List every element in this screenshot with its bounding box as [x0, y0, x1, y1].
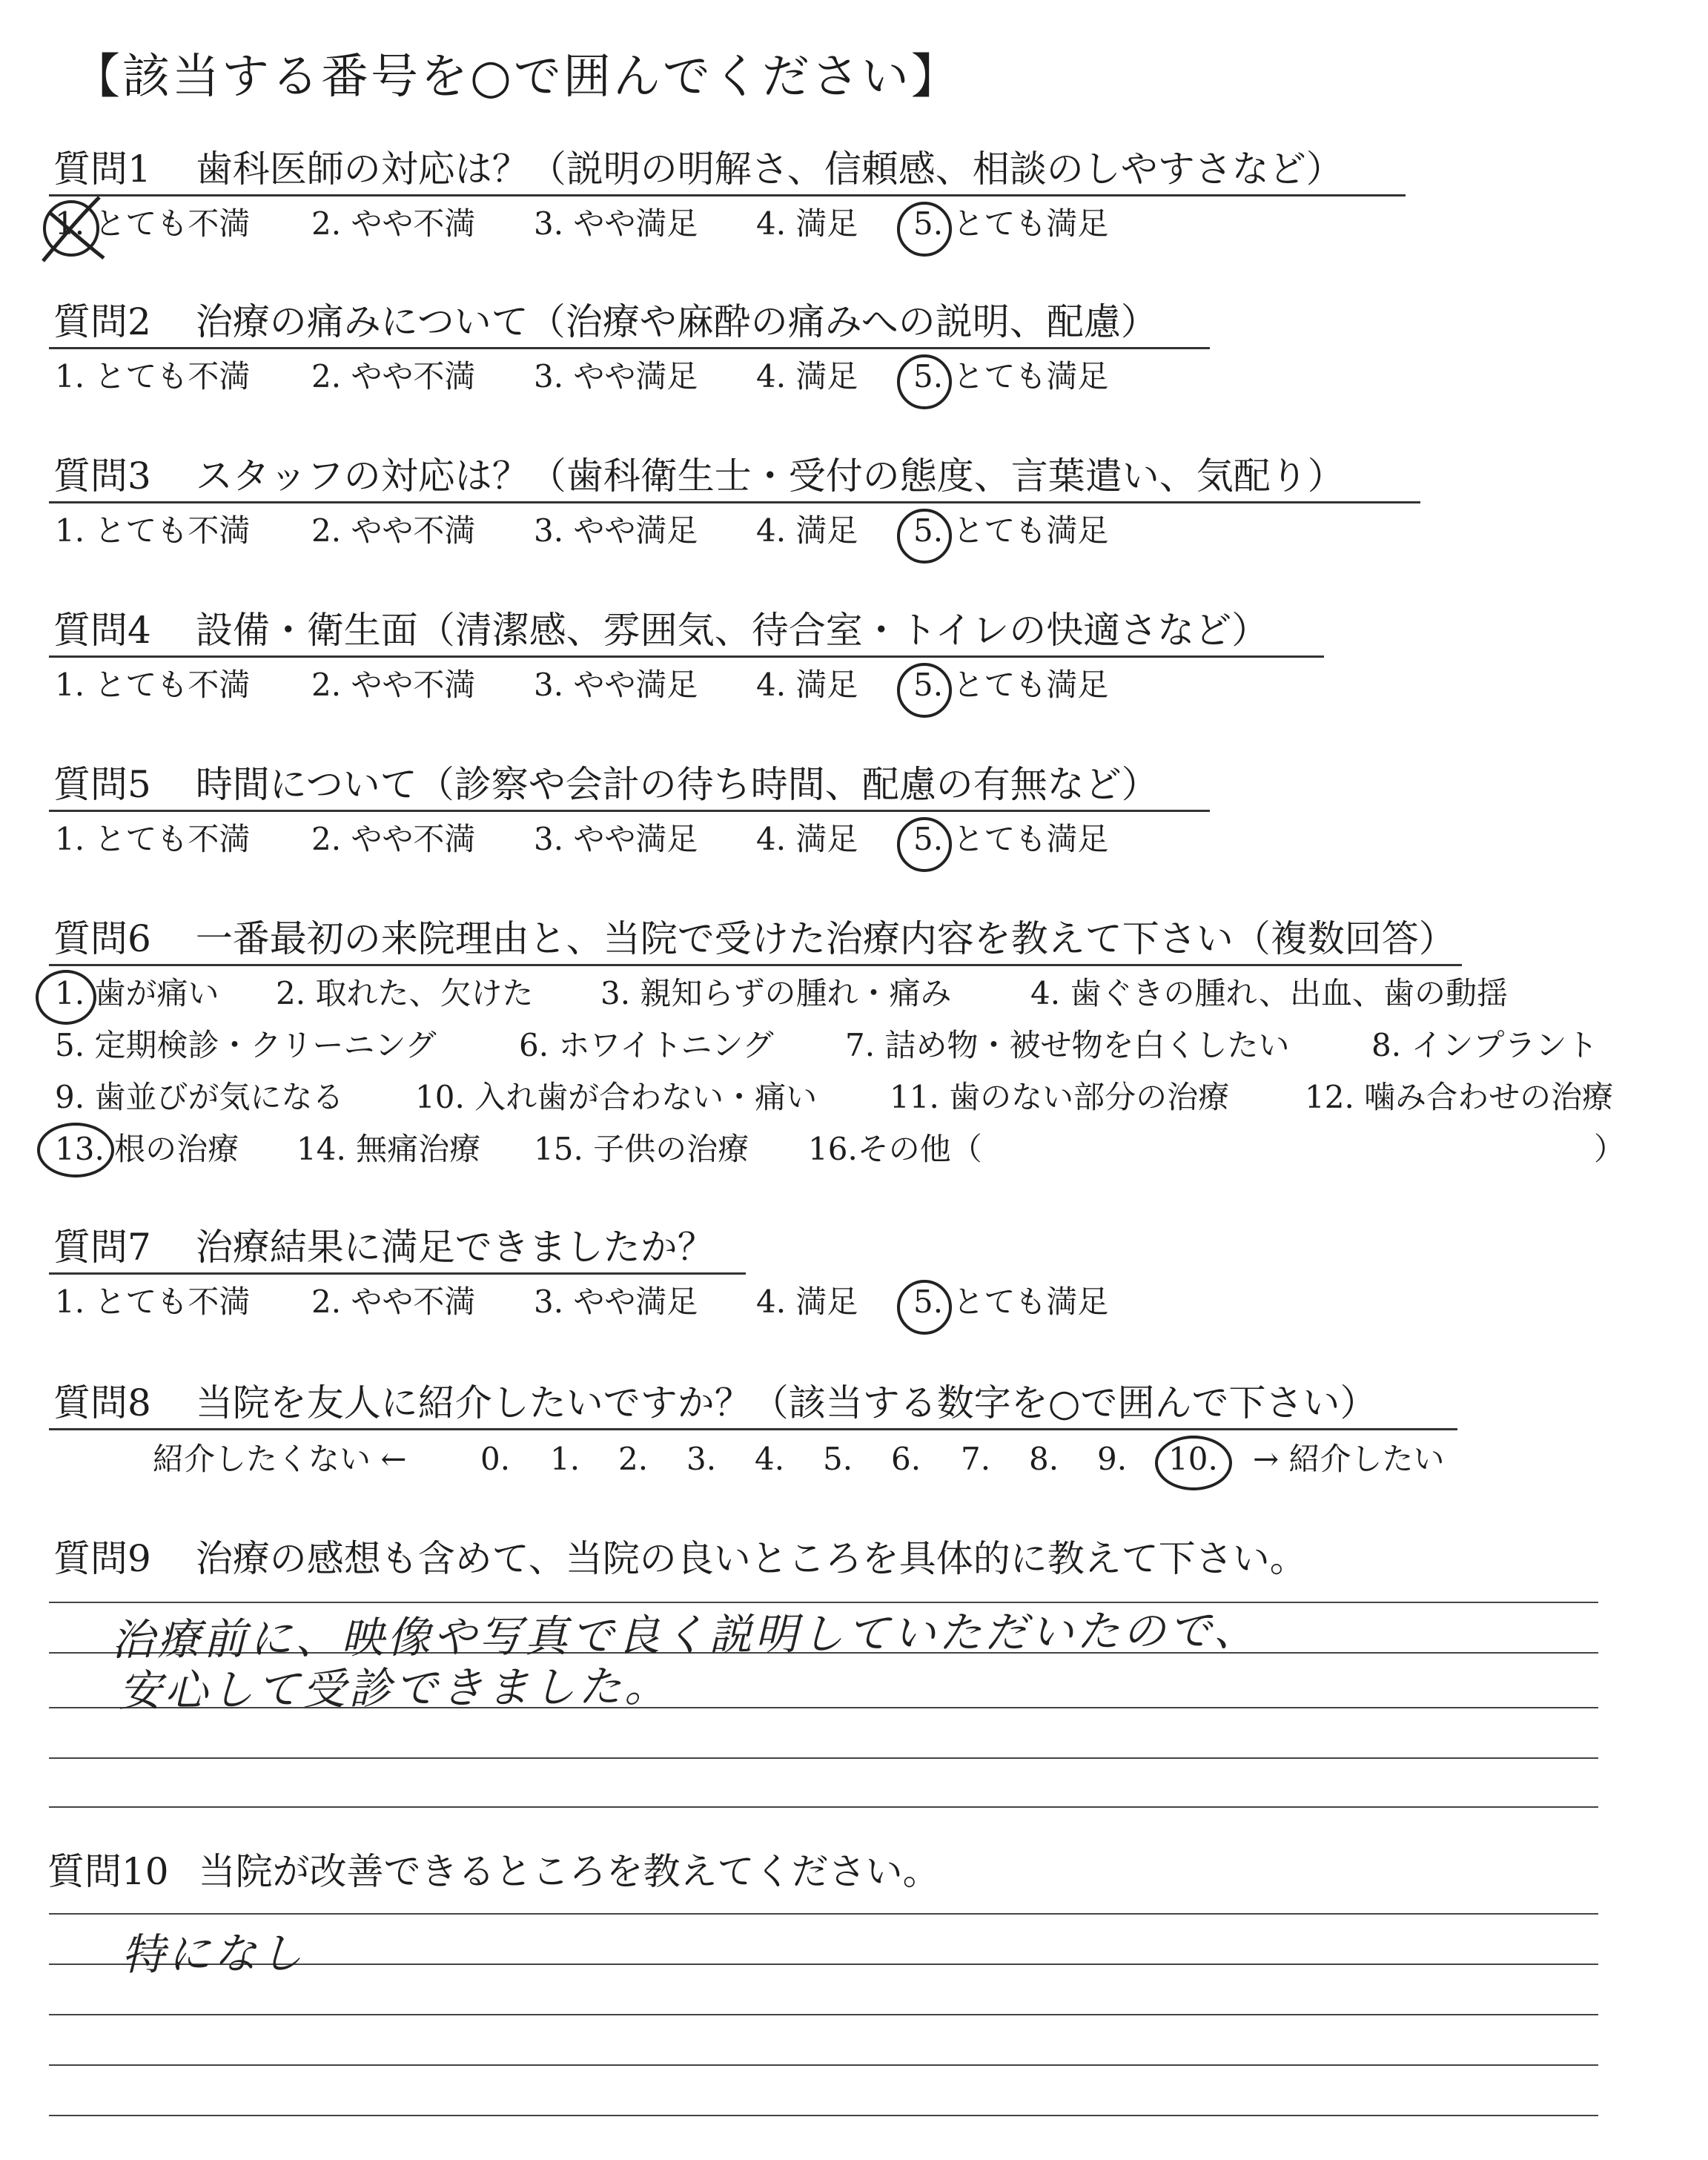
question-4-underline: [49, 655, 1324, 658]
option-1[interactable]: 1. とても不満: [55, 205, 251, 242]
question-1-underline: [49, 194, 1406, 196]
answer-line: [49, 2115, 1598, 2116]
question-number: 質問4: [53, 609, 151, 652]
option-3[interactable]: 3. やや満足: [534, 358, 698, 394]
option-1[interactable]: 1. とても不満: [55, 512, 251, 549]
question-number: 質問5: [53, 763, 151, 806]
option-4[interactable]: 4. 満足: [756, 821, 858, 857]
option-3[interactable]: 3. やや満足: [534, 512, 698, 549]
option-5[interactable]: 5. とても満足: [913, 667, 1109, 703]
answer-line: [49, 2014, 1598, 2015]
q6-option-16[interactable]: 16.その他（: [808, 1131, 982, 1167]
handwritten-answer-q9-line2[interactable]: 安心して受診できました。: [118, 1660, 671, 1717]
option-4[interactable]: 4. 満足: [756, 1284, 858, 1320]
scale-7[interactable]: 7.: [961, 1441, 991, 1477]
option-5[interactable]: 5. とても満足: [913, 205, 1109, 242]
q6-option-9[interactable]: 9. 歯並びが気になる: [55, 1079, 344, 1115]
answer-line: [49, 2064, 1598, 2066]
question-text: 当院が改善できるところを教えてください。: [198, 1850, 940, 1893]
scale-8[interactable]: 8.: [1029, 1441, 1059, 1477]
answer-line: [49, 1806, 1598, 1808]
selected-answer-circle: [897, 354, 952, 409]
question-number: 質問10: [47, 1850, 169, 1893]
question-number: 質問6: [53, 917, 151, 960]
handwritten-answer-q9-line1[interactable]: 治療前に、映像や写真で良く説明していただいたので、: [110, 1605, 1260, 1665]
question-3-options: [0, 512, 1708, 556]
option-4[interactable]: 4. 満足: [756, 358, 858, 394]
q6-option-6[interactable]: 6. ホワイトニング: [519, 1027, 774, 1063]
question-number: 質問9: [53, 1537, 151, 1580]
question-number: 質問1: [53, 148, 151, 191]
option-5[interactable]: 5. とても満足: [913, 512, 1109, 549]
option-3[interactable]: 3. やや満足: [534, 821, 698, 857]
answer-line: [49, 1913, 1598, 1915]
scale-5[interactable]: 5.: [823, 1441, 853, 1477]
question-number: 質問2: [53, 300, 151, 343]
question-text: 時間について（診察や会計の待ち時間、配慮の有無など）: [195, 763, 1159, 806]
question-text: スタッフの対応は？（歯科衛生士・受付の態度、言葉遣い、気配り）: [195, 455, 1345, 498]
question-4-options: [0, 666, 1708, 710]
scale-6[interactable]: 6.: [891, 1441, 921, 1477]
option-4[interactable]: 4. 満足: [756, 205, 858, 242]
question-text: 治療の感想も含めて、当院の良いところを具体的に教えて下さい。: [195, 1537, 1307, 1580]
q6-option-7[interactable]: 7. 詰め物・被せ物を白くしたい: [845, 1027, 1290, 1063]
answer-line: [49, 1757, 1598, 1759]
q6-option-5[interactable]: 5. 定期検診・クリーニング: [55, 1027, 437, 1063]
option-4[interactable]: 4. 満足: [756, 512, 858, 549]
q6-option-11[interactable]: 11. 歯のない部分の治療: [890, 1079, 1230, 1115]
scale-2[interactable]: 2.: [618, 1441, 649, 1477]
question-text: 一番最初の来院理由と、当院で受けた治療内容を教えて下さい（複数回答）: [195, 917, 1456, 960]
question-2-underline: [49, 347, 1210, 349]
q6-option-1[interactable]: 1. 歯が痛い: [55, 975, 219, 1011]
question-text: 設備・衛生面（清潔感、雰囲気、待合室・トイレの快適さなど）: [195, 609, 1269, 652]
q6-option-13[interactable]: 13. 根の治療: [55, 1131, 239, 1167]
q6-option-14[interactable]: 14. 無痛治療: [297, 1131, 481, 1167]
question-2-options: [0, 357, 1708, 402]
option-2[interactable]: 2. やや不満: [311, 358, 476, 394]
scale-left-label: 紹介したくない ←: [153, 1441, 407, 1477]
question-3-underline: [49, 501, 1420, 503]
option-5[interactable]: 5. とても満足: [913, 358, 1109, 394]
option-2[interactable]: 2. やや不満: [311, 667, 476, 703]
q6-option-12[interactable]: 12. 噛み合わせの治療: [1305, 1079, 1614, 1115]
selected-answer-circle: [36, 970, 96, 1025]
question-7-heading: [53, 1225, 715, 1269]
option-2[interactable]: 2. やや不満: [311, 512, 476, 549]
question-text: 当院を友人に紹介したいですか？（該当する数字を○で囲んで下さい）: [195, 1381, 1377, 1424]
question-1-heading: [53, 147, 1343, 191]
option-5[interactable]: 5. とても満足: [913, 1284, 1109, 1320]
option-1[interactable]: 1. とても不満: [55, 1284, 251, 1320]
scale-4[interactable]: 4.: [755, 1441, 785, 1477]
selected-answer-circle: [897, 1280, 952, 1335]
question-number: 質問8: [53, 1381, 151, 1424]
cross-out-mark-icon: [30, 190, 111, 271]
option-4[interactable]: 4. 満足: [756, 667, 858, 703]
q6-option-8[interactable]: 8. インプラント: [1371, 1027, 1598, 1063]
q6-option-15[interactable]: 15. 子供の治療: [534, 1131, 749, 1167]
scale-1[interactable]: 1.: [550, 1441, 580, 1477]
scale-0[interactable]: 0.: [480, 1441, 511, 1477]
scale-3[interactable]: 3.: [686, 1441, 717, 1477]
q6-option-4[interactable]: 4. 歯ぐきの腫れ、出血、歯の動揺: [1030, 975, 1508, 1011]
question-2-heading: [53, 300, 1158, 344]
question-5-underline: [49, 810, 1210, 812]
option-2[interactable]: 2. やや不満: [311, 1284, 476, 1320]
selected-answer-circle: [897, 509, 952, 564]
option-1[interactable]: 1. とても不満: [55, 667, 251, 703]
question-6-options: [0, 974, 1708, 1189]
question-3-heading: [53, 454, 1345, 498]
option-3[interactable]: 3. やや満足: [534, 667, 698, 703]
question-6-underline: [49, 964, 1462, 966]
question-9-heading: [53, 1536, 1307, 1581]
option-2[interactable]: 2. やや不満: [311, 205, 476, 242]
question-7-underline: [49, 1272, 746, 1275]
question-text: 歯科医師の対応は？（説明の明解さ、信頼感、相談のしやすさなど）: [195, 148, 1343, 191]
question-5-options: [0, 820, 1708, 865]
question-text: 治療結果に満足できましたか？: [195, 1226, 715, 1269]
selected-answer-circle: [1155, 1436, 1232, 1490]
selected-answer-circle: [897, 817, 952, 872]
scale-right-label: → 紹介したい: [1253, 1441, 1445, 1477]
q6-option-10[interactable]: 10. 入れ歯が合わない・痛い: [415, 1079, 818, 1115]
selected-answer-circle: [897, 202, 952, 257]
question-number: 質問3: [53, 455, 151, 498]
option-3[interactable]: 3. やや満足: [534, 1284, 698, 1320]
question-number: 質問7: [53, 1226, 151, 1269]
question-8-scale: [0, 1440, 1708, 1484]
handwritten-answer-q10-line1[interactable]: 特になし: [121, 1927, 306, 1981]
q6-option-16-close: ）: [1594, 1131, 1626, 1167]
selected-answer-circle: [37, 1123, 114, 1178]
question-text: 治療の痛みについて（治療や麻酔の痛みへの説明、配慮）: [195, 300, 1158, 343]
selected-answer-circle: [897, 663, 952, 718]
question-7-options: [0, 1283, 1708, 1327]
question-8-heading: [53, 1381, 1377, 1425]
q6-option-3[interactable]: 3. 親知らずの腫れ・痛み: [600, 975, 952, 1011]
question-5-heading: [53, 762, 1159, 807]
option-2[interactable]: 2. やや不満: [311, 821, 476, 857]
question-8-underline: [49, 1428, 1457, 1430]
question-1-options: [0, 205, 1708, 249]
option-1[interactable]: 1. とても不満: [55, 821, 251, 857]
option-5[interactable]: 5. とても満足: [913, 821, 1109, 857]
question-4-heading: [53, 608, 1268, 653]
option-1[interactable]: 1. とても不満: [55, 358, 251, 394]
option-3[interactable]: 3. やや満足: [534, 205, 698, 242]
q6-option-2[interactable]: 2. 取れた、欠けた: [276, 975, 534, 1011]
scale-9[interactable]: 9.: [1097, 1441, 1128, 1477]
question-6-heading: [53, 916, 1456, 961]
question-10-heading: [47, 1849, 940, 1894]
scale-10[interactable]: 10.: [1168, 1441, 1218, 1477]
page-title: 【該当する番号を○で囲んでください】: [73, 50, 961, 105]
